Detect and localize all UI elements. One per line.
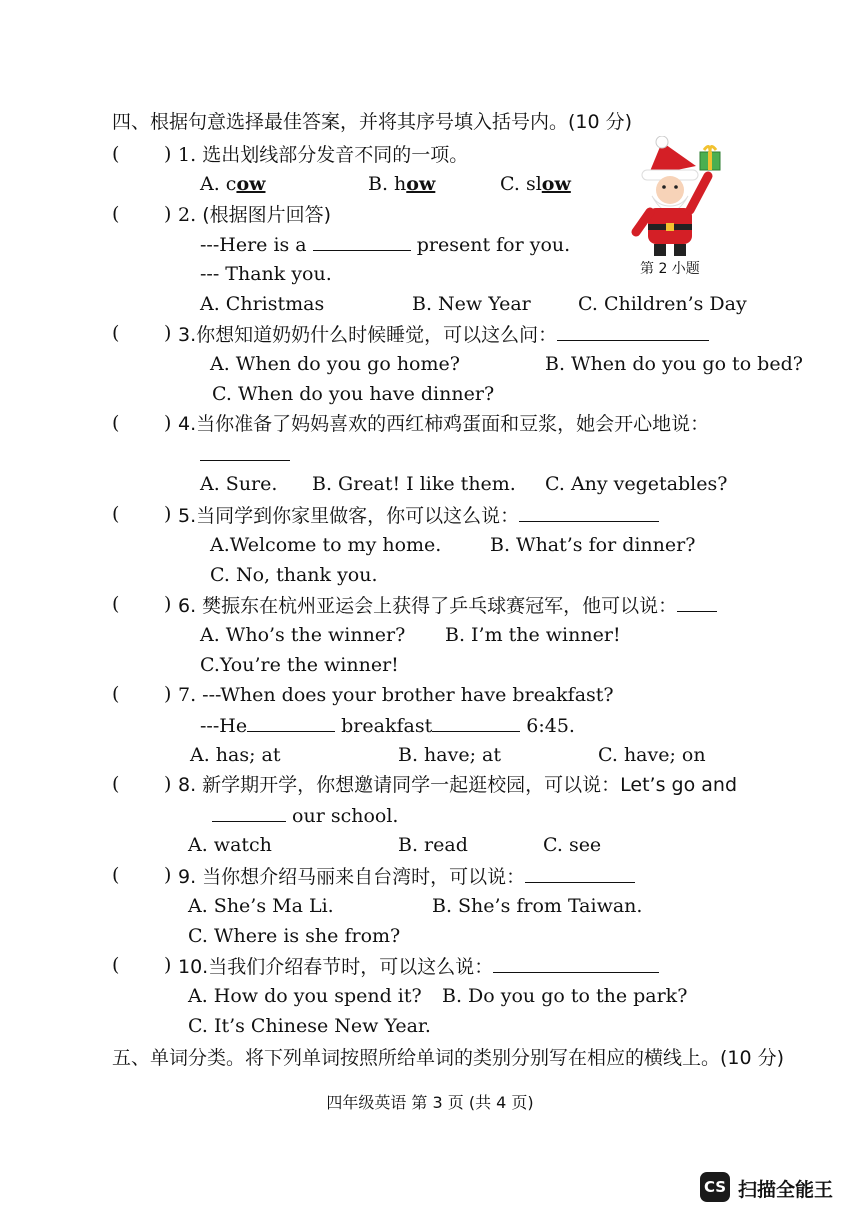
q5-option-a: A.Welcome to my home.: [210, 534, 442, 556]
camscanner-logo-icon: CS: [700, 1172, 730, 1202]
q2-question: (根据图片回答): [202, 204, 332, 226]
answer-bracket-open: (: [112, 954, 120, 976]
q9-question: 9. 当你想介绍马丽来自台湾时，可以说：: [178, 864, 635, 889]
q3-option-a: A. When do you go home?: [210, 353, 460, 375]
q2-option-a: A. Christmas: [200, 293, 325, 315]
q5-question: 5.当同学到你家里做客，你可以这么说：: [178, 503, 659, 528]
answer-blank[interactable]: [557, 322, 709, 341]
q10-option-c: C. It’s Chinese New Year.: [188, 1015, 431, 1037]
answer-bracket-open: (: [112, 773, 120, 795]
q1-option-b: B. how: [368, 173, 436, 195]
answer-bracket-open: (: [112, 203, 120, 225]
q7-option-a: A. has; at: [190, 744, 281, 766]
section-4-title: 四、根据句意选择最佳答案，并将其序号填入括号内。(10 分): [112, 111, 633, 133]
answer-bracket-close: ): [164, 683, 172, 705]
q1-option-c: C. slow: [500, 173, 571, 195]
q4-option-c: C. Any vegetables?: [545, 473, 728, 495]
answer-blank[interactable]: [525, 864, 635, 883]
answer-blank[interactable]: [493, 954, 659, 973]
q8-option-b: B. read: [398, 834, 468, 856]
q7-option-b: B. have; at: [398, 744, 501, 766]
q4-question: 4.当你准备了妈妈喜欢的西红柿鸡蛋面和豆浆，她会开心地说：: [178, 413, 710, 435]
answer-bracket-close: ): [164, 143, 172, 165]
q3-option-b: B. When do you go to bed?: [545, 353, 803, 375]
q5-option-b: B. What’s for dinner?: [490, 534, 696, 556]
q3-option-c: C. When do you have dinner?: [212, 383, 495, 405]
q10-option-a: A. How do you spend it?: [188, 985, 422, 1007]
answer-bracket-close: ): [164, 503, 172, 525]
q3-question: 3.你想知道奶奶什么时候睡觉，可以这么问：: [178, 322, 709, 347]
answer-blank[interactable]: [200, 442, 290, 461]
q10-option-b: B. Do you go to the park?: [442, 985, 688, 1007]
santa-claus-image: [618, 136, 730, 264]
q7-option-c: C. have; on: [598, 744, 706, 766]
q6-option-c: C.You’re the winner!: [200, 654, 399, 676]
answer-bracket-close: ): [164, 864, 172, 886]
answer-blank[interactable]: [519, 503, 659, 522]
answer-bracket-open: (: [112, 593, 120, 615]
answer-bracket-close: ): [164, 593, 172, 615]
q2-option-b: B. New Year: [412, 293, 531, 315]
answer-bracket-open: (: [112, 322, 120, 344]
q2-line1: ---Here is a present for you.: [200, 234, 571, 256]
q9-option-c: C. Where is she from?: [188, 925, 401, 947]
q2-line2: --- Thank you.: [200, 263, 332, 285]
q6-question: 6. 樊振东在杭州亚运会上获得了乒乓球赛冠军，他可以说：: [178, 593, 717, 618]
q8-option-a: A. watch: [188, 834, 272, 856]
answer-blank[interactable]: [212, 803, 286, 822]
q2-number: 2.: [178, 204, 197, 226]
q8-question: 8. 新学期开学，你想邀请同学一起逛校园，可以说：Let’s go and: [178, 774, 738, 796]
q6-option-b: B. I’m the winner!: [445, 624, 621, 646]
answer-bracket-close: ): [164, 203, 172, 225]
q6-option-a: A. Who’s the winner?: [200, 624, 406, 646]
q1-number: 1.: [178, 144, 197, 166]
answer-bracket-open: (: [112, 412, 120, 434]
q8-line2: our school.: [212, 803, 398, 828]
q9-option-b: B. She’s from Taiwan.: [432, 895, 643, 917]
section-5-title: 五、单词分类。将下列单词按照所给单词的类别分别写在相应的横线上。(10 分): [112, 1047, 785, 1069]
answer-bracket-open: (: [112, 683, 120, 705]
q10-question: 10.当我们介绍春节时，可以这么说：: [178, 954, 659, 979]
answer-bracket-close: ): [164, 322, 172, 344]
q4-option-b: B. Great! I like them.: [312, 473, 516, 495]
q1-stem: [178, 143, 468, 167]
scanner-watermark: 扫描全能王: [738, 1179, 834, 1201]
answer-bracket-open: (: [112, 864, 120, 886]
answer-blank[interactable]: [432, 713, 520, 732]
q5-option-c: C. No, thank you.: [210, 564, 378, 586]
q1-question: 选出划线部分发音不同的一项。: [202, 144, 469, 166]
q1-option-a: A. cow: [200, 173, 266, 195]
answer-blank[interactable]: [247, 713, 335, 732]
q4-option-a: A. Sure.: [200, 473, 278, 495]
answer-blank-row: [200, 442, 290, 467]
page-footer: 四年级英语 第 3 页 (共 4 页): [326, 1093, 534, 1112]
answer-blank[interactable]: [313, 232, 411, 251]
picture-caption: 第 2 小题: [640, 261, 700, 277]
answer-bracket-open: (: [112, 503, 120, 525]
answer-blank[interactable]: [677, 593, 717, 612]
q2-stem: [178, 203, 331, 227]
answer-bracket-close: ): [164, 954, 172, 976]
q8-option-c: C. see: [543, 834, 602, 856]
q7-question: 7. ---When does your brother have breakfast?: [178, 684, 614, 706]
answer-bracket-open: (: [112, 143, 120, 165]
answer-bracket-close: ): [164, 773, 172, 795]
q2-option-c: C. Children’s Day: [578, 293, 747, 315]
q9-option-a: A. She’s Ma Li.: [188, 895, 334, 917]
q7-line: ---He breakfast 6:45.: [200, 715, 575, 737]
answer-bracket-close: ): [164, 412, 172, 434]
